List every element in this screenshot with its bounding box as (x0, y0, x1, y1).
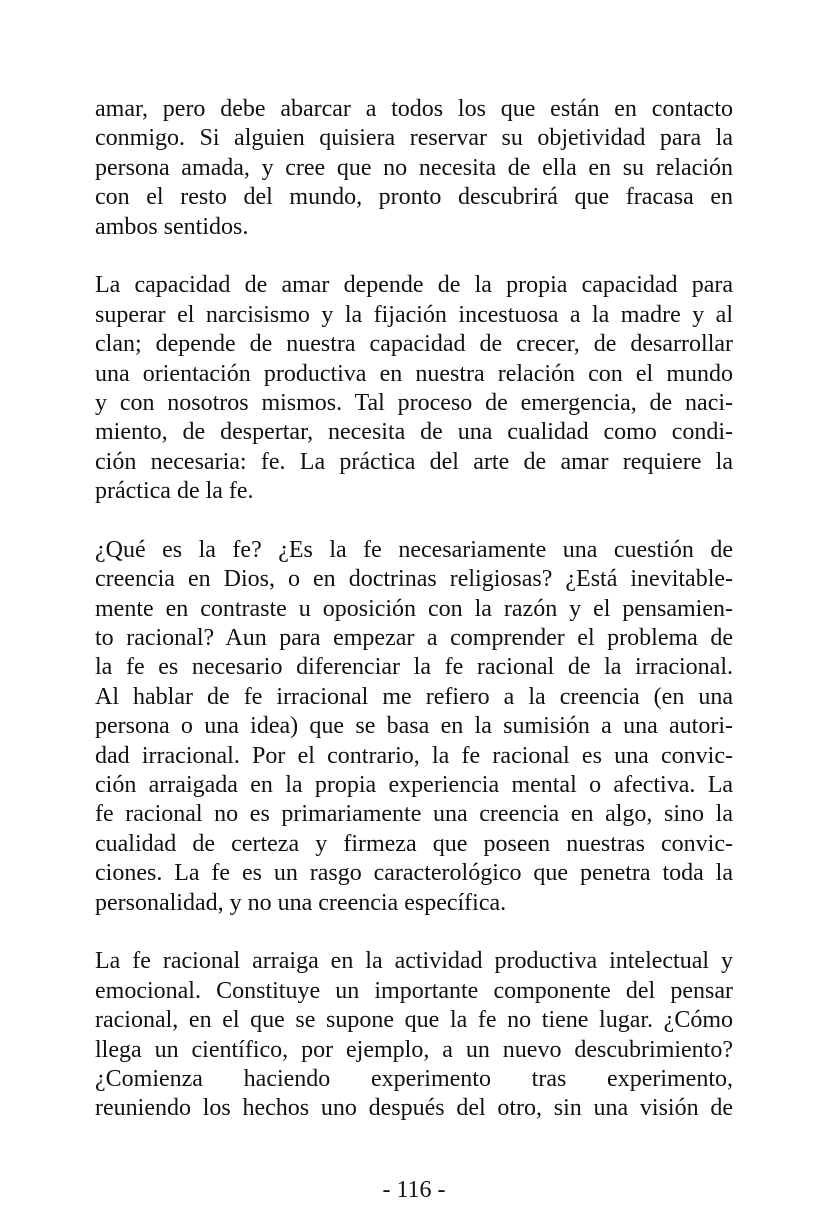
text-line: ción necesaria: fe. La práctica del arte de amar requiere la (95, 448, 733, 475)
text-line: reuniendo los hechos uno después del otro, sin una visión de (95, 1095, 733, 1122)
text-line: llega un científico, por ejemplo, a un nuevo descubrimiento? (95, 1036, 733, 1063)
text-line: to racional? Aun para empezar a comprender el problema de (95, 625, 733, 652)
text-line: emocional. Constituye un importante componente del pensar (95, 977, 733, 1004)
text-line: ción arraigada en la propia experiencia mental o afectiva. La (95, 771, 733, 798)
text-line: mente en contraste u oposición con la razón y el pensamien- (95, 595, 733, 622)
text-line: creencia en Dios, o en doctrinas religiosas? ¿Está inevitable- (95, 566, 733, 593)
text-line: ¿Comienza haciendo experimento tras experimento, (95, 1065, 733, 1092)
text-column (95, 95, 733, 1153)
text-line: miento, de despertar, necesita de una cualidad como condi- (95, 419, 733, 446)
text-line: amar, pero debe abarcar a todos los que están en contacto (95, 96, 733, 122)
text-line: la fe es necesario diferenciar la fe racional de la irracional. (95, 654, 733, 681)
paragraph-4 (95, 947, 733, 1123)
text-line: ciones. La fe es un rasgo caracterológico que penetra toda la (95, 860, 733, 887)
text-line: fe racional no es primariamente una creencia en algo, sino la (95, 801, 733, 828)
text-line: dad irracional. Por el contrario, la fe racional es una convic- (95, 742, 733, 769)
page-number: - 116 - (382, 1177, 446, 1203)
text-line: cualidad de certeza y firmeza que poseen nuestras convic- (95, 830, 733, 857)
text-line: racional, en el que se supone que la fe no tiene lugar. ¿Cómo (95, 1007, 733, 1034)
text-line: La fe racional arraiga en la actividad productiva intelectual y (95, 948, 733, 975)
text-line: ambos sentidos. (95, 213, 249, 240)
text-line: ¿Qué es la fe? ¿Es la fe necesariamente una cuestión de (95, 536, 733, 563)
text-line: y con nosotros mismos. Tal proceso de emergencia, de naci- (95, 389, 733, 416)
text-line: una orientación productiva en nuestra relación con el mundo (95, 360, 733, 387)
paragraph-2 (95, 271, 733, 506)
text-line: Al hablar de fe irracional me refiero a la creencia (en una (95, 683, 733, 710)
text-line: persona o una idea) que se basa en la sumisión a una autori- (95, 713, 733, 740)
text-line: personalidad, y no una creencia específica. (95, 889, 507, 916)
text-line: La capacidad de amar depende de la propia capacidad para (95, 272, 733, 299)
paragraph-1 (95, 95, 733, 242)
text-line: con el resto del mundo, pronto descubrirá que fracasa en (95, 184, 733, 211)
text-line: práctica de la fe. (95, 478, 254, 505)
text-line: superar el narcisismo y la fijación incestuosa a la madre y al (95, 301, 733, 328)
text-line: conmigo. Si alguien quisiera reservar su objetividad para la (95, 125, 733, 152)
paragraph-3 (95, 536, 733, 918)
text-line: clan; depende de nuestra capacidad de crecer, de desarrollar (95, 331, 733, 358)
text-line: persona amada, y cree que no necesita de ella en su relación (95, 154, 733, 181)
